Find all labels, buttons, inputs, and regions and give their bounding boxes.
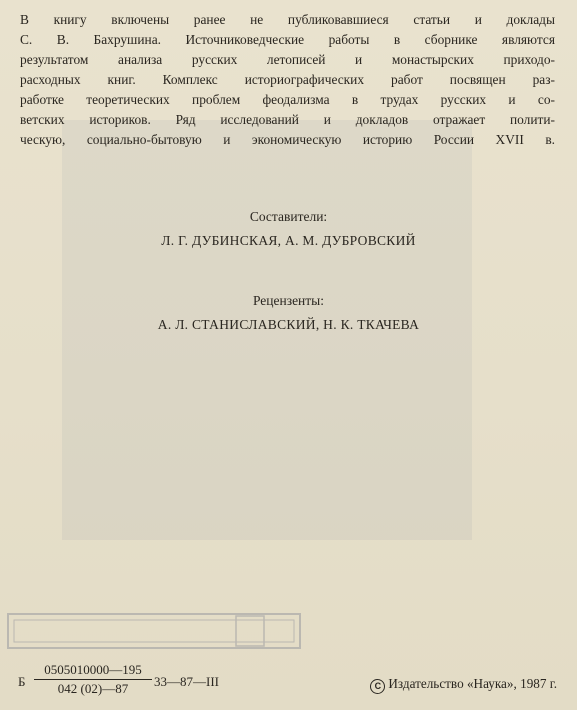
catalog-letter: Б bbox=[18, 674, 26, 689]
library-stamp-graphic bbox=[4, 610, 304, 652]
catalog-denominator: 042 (02)—87 bbox=[57, 681, 129, 696]
catalog-numerator: 0505010000—195 bbox=[34, 662, 152, 680]
annotation-line: С. В. Бахрушина. Источниковедческие работы в сборнике являются bbox=[20, 32, 555, 47]
copyright-text: Издательство «Наука», 1987 г. bbox=[388, 676, 557, 691]
catalog-fraction bbox=[34, 662, 152, 697]
copyright-notice bbox=[370, 676, 557, 694]
annotation-text bbox=[20, 10, 555, 150]
annotation-line: ческую, социально-бытовую и экономическую историю России XVII в. bbox=[20, 132, 555, 147]
annotation-line: расходных книг. Комплекс историографических работ посвящен раз- bbox=[20, 72, 555, 87]
catalog-code: 33—87—III bbox=[154, 674, 219, 689]
annotation-line: ветских историков. Ряд исследований и докладов отражает полити- bbox=[20, 112, 555, 127]
copyright-icon: C bbox=[370, 679, 385, 694]
compilers-label: Составители: bbox=[249, 209, 328, 224]
compilers-names: Л. Г. ДУБИНСКАЯ, А. М. ДУБРОВСКИЙ bbox=[161, 233, 416, 248]
annotation-line: работке теоретических проблем феодализма в трудах русских и со- bbox=[20, 92, 555, 107]
annotation-line: результатом анализа русских летописей и монастырских приходо- bbox=[20, 52, 555, 67]
reviewers-names: А. Л. СТАНИСЛАВСКИЙ, Н. К. ТКАЧЕВА bbox=[157, 317, 420, 332]
annotation-line: В книгу включены ранее не публиковавшиеся статьи и доклады bbox=[20, 12, 555, 27]
reviewers-label: Рецензенты: bbox=[252, 293, 325, 308]
